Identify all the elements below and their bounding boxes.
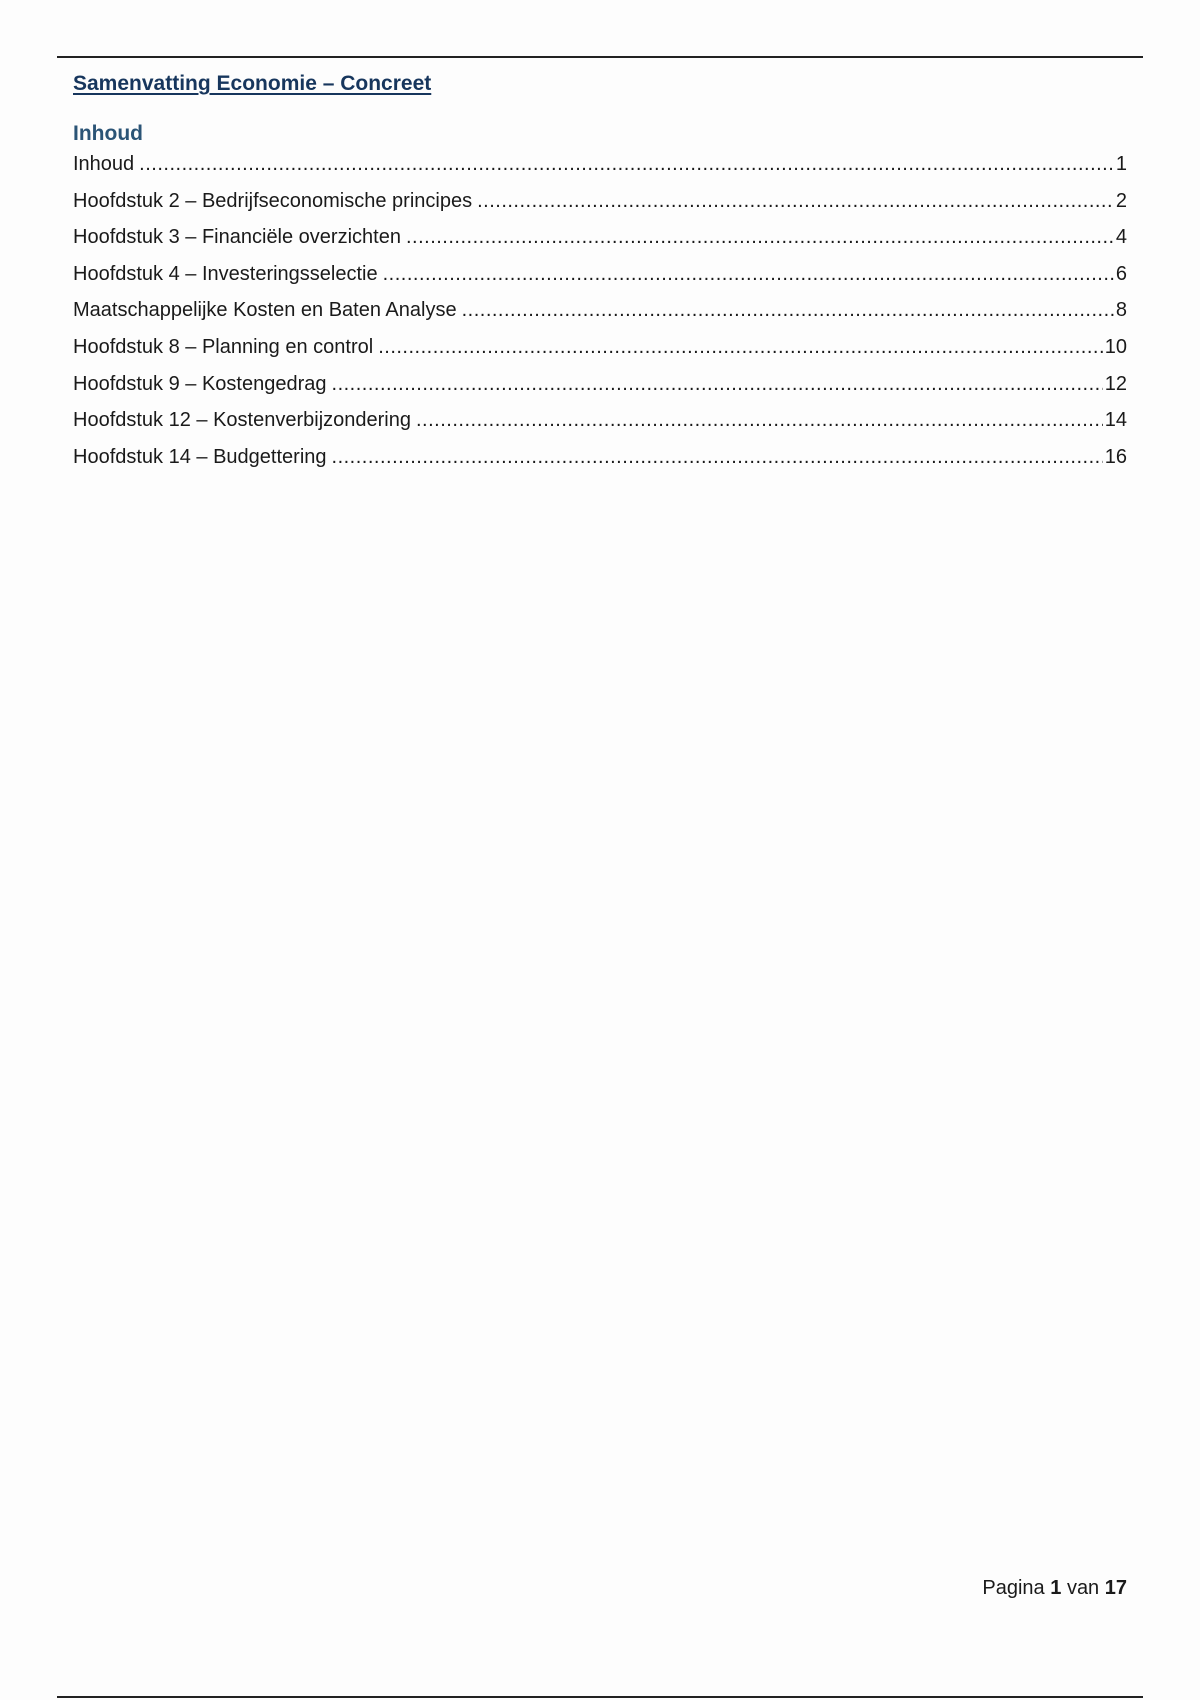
toc-entry[interactable] xyxy=(73,261,1127,298)
toc-dot-leader xyxy=(139,151,1114,177)
toc-heading: Inhoud xyxy=(73,122,143,145)
toc-entry[interactable] xyxy=(73,224,1127,261)
toc-entry-title: Hoofdstuk 3 – Financiële overzichten xyxy=(73,226,401,249)
toc-entry-title: Hoofdstuk 14 – Budgettering xyxy=(73,445,327,468)
toc-dot-leader xyxy=(332,444,1103,470)
header-rule xyxy=(57,56,1143,58)
toc-entry-page: 6 xyxy=(1115,262,1127,285)
toc-entry[interactable] xyxy=(73,334,1127,371)
toc-dot-leader xyxy=(477,188,1114,214)
toc-entry[interactable] xyxy=(73,188,1127,225)
toc-entry[interactable] xyxy=(73,297,1127,334)
toc-entry-page: 16 xyxy=(1104,445,1127,468)
toc-dot-leader xyxy=(406,224,1114,250)
toc-entry-title: Hoofdstuk 9 – Kostengedrag xyxy=(73,372,327,395)
toc-entry[interactable] xyxy=(73,407,1127,444)
footer-total-pages: 17 xyxy=(1104,1577,1127,1599)
toc-dot-leader xyxy=(383,261,1114,287)
toc-entry[interactable] xyxy=(73,151,1127,188)
footer-prefix: Pagina xyxy=(982,1577,1045,1599)
toc-dot-leader xyxy=(378,334,1103,360)
toc-entry-page: 8 xyxy=(1115,299,1127,322)
toc-entry-title: Hoofdstuk 4 – Investeringsselectie xyxy=(73,262,378,285)
toc-entry-title: Hoofdstuk 12 – Kostenverbijzondering xyxy=(73,409,411,432)
toc-entry[interactable] xyxy=(73,371,1127,408)
page-footer xyxy=(982,1577,1127,1600)
toc-dot-leader xyxy=(462,297,1114,323)
footer-current-page: 1 xyxy=(1050,1577,1062,1599)
toc-entry-title: Hoofdstuk 2 – Bedrijfseconomische principes xyxy=(73,189,473,212)
toc-entry-title: Maatschappelijke Kosten en Baten Analyse xyxy=(73,299,457,322)
toc-entry-title: Hoofdstuk 8 – Planning en control xyxy=(73,335,374,358)
footer-rule xyxy=(57,1696,1143,1698)
toc-dot-leader xyxy=(332,371,1103,397)
footer-middle: van xyxy=(1066,1577,1100,1599)
toc-entry-page: 12 xyxy=(1104,372,1127,395)
toc-entry-page: 2 xyxy=(1115,189,1127,212)
document-title[interactable]: Samenvatting Economie – Concreet xyxy=(73,72,432,95)
toc-dot-leader xyxy=(416,407,1103,433)
toc-entry-page: 10 xyxy=(1104,335,1127,358)
table-of-contents xyxy=(73,151,1127,480)
toc-entry-page: 1 xyxy=(1115,153,1127,175)
toc-entry[interactable] xyxy=(73,444,1127,481)
toc-entry-title: Inhoud xyxy=(73,153,135,175)
toc-entry-page: 4 xyxy=(1115,226,1127,249)
toc-entry-page: 14 xyxy=(1104,409,1127,432)
